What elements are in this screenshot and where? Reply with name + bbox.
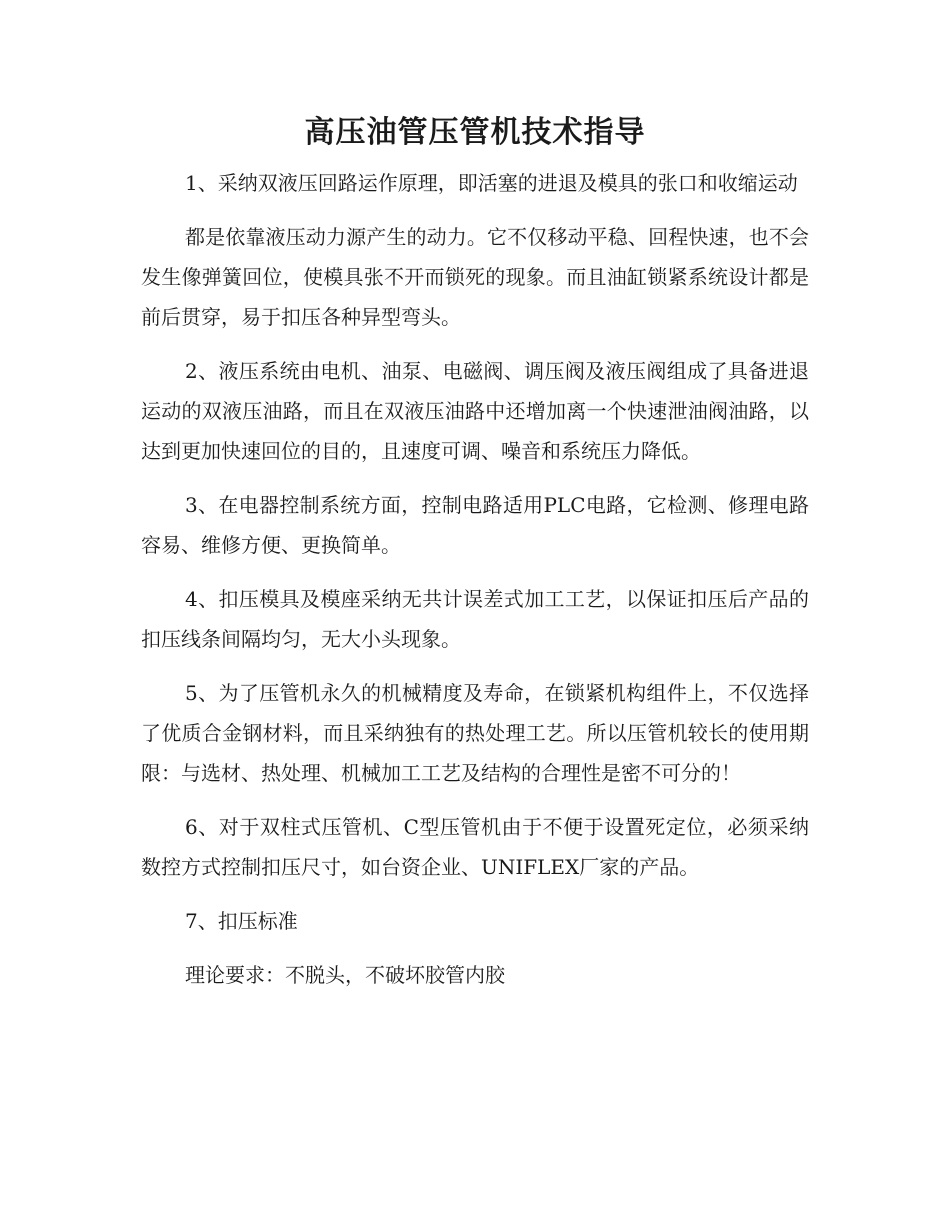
paragraph: 7、扣压标准 — [185, 909, 298, 933]
document-body — [141, 163, 809, 1009]
paragraph: 2、液压系统由电机、油泵、电磁阀、调压阀及液压阀组成了具备进退运动的双液压油路，而且在双液压油路中还增加离一个快速泄油阀油路，以达到更加快速回位的目的，且速度可调、噪音和系统压力降低。 — [141, 359, 809, 463]
paragraph: 理论要求：不脱头，不破坏胶管内胶 — [185, 963, 505, 987]
paragraph: 6、对于双柱式压管机、C型压管机由于不便于设置死定位，必须采纳数控方式控制扣压尺寸，如台资企业、UNIFLEX厂家的产品。 — [141, 815, 809, 879]
paragraph: 4、扣压模具及模座采纳无共计误差式加工工艺，以保证扣压后产品的扣压线条间隔均匀，无大小头现象。 — [141, 587, 809, 651]
paragraph: 3、在电器控制系统方面，控制电路适用PLC电路，它检测、修理电路容易、维修方便、更换简单。 — [141, 493, 809, 557]
paragraph: 5、为了压管机永久的机械精度及寿命，在锁紧机构组件上，不仅选择了优质合金钢材料，而且采纳独有的热处理工艺。所以压管机较长的使用期限：与选材、热处理、机械加工工艺及结构的合理性是密不可分的！ — [141, 681, 809, 785]
document-title: 高压油管压管机技术指导 — [304, 115, 646, 150]
paragraph: 1、采纳双液压回路运作原理，即活塞的进退及模具的张口和收缩运动 — [185, 171, 798, 195]
paragraph: 都是依靠液压动力源产生的动力。它不仅移动平稳、回程快速，也不会发生像弹簧回位，使模具张不开而锁死的现象。而且油缸锁紧系统设计都是前后贯穿，易于扣压各种异型弯头。 — [141, 225, 809, 329]
